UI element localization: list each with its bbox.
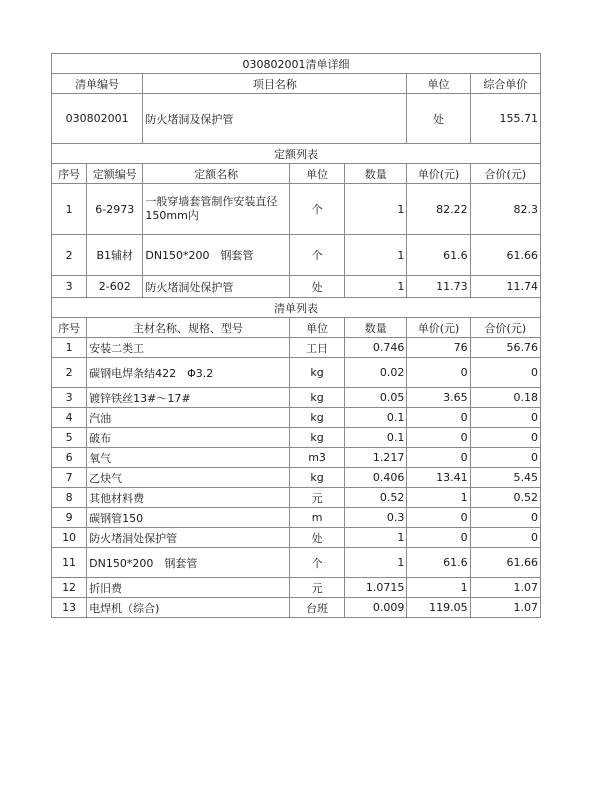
material-qty: 1.0715	[345, 578, 407, 598]
material-total: 0.18	[470, 388, 540, 408]
quota-unit-price: 82.22	[407, 184, 470, 235]
quota-total: 61.66	[470, 235, 540, 276]
material-seq: 2	[52, 358, 87, 388]
material-seq: 4	[52, 408, 87, 428]
material-qty: 0.3	[345, 508, 407, 528]
material-seq: 7	[52, 468, 87, 488]
quota-qty: 1	[345, 276, 407, 298]
material-unit-price: 1	[407, 488, 470, 508]
material-unit-price: 61.6	[407, 548, 470, 578]
quota-unit: 个	[289, 235, 344, 276]
material-unit-price: 13.41	[407, 468, 470, 488]
material-unit-price: 0	[407, 528, 470, 548]
quota-total: 11.74	[470, 276, 540, 298]
material-row	[52, 488, 541, 508]
list-header-row	[52, 74, 541, 94]
material-total: 0	[470, 358, 540, 388]
material-name: 乙炔气	[87, 468, 290, 488]
quota-code: 2-602	[87, 276, 143, 298]
material-section-row	[52, 298, 541, 318]
material-seq: 13	[52, 598, 87, 618]
list-name-header: 项目名称	[143, 74, 407, 94]
material-name: 汽油	[87, 408, 290, 428]
material-total: 1.07	[470, 598, 540, 618]
quota-seq: 1	[52, 184, 87, 235]
material-name: 碳钢电焊条结422 Φ3.2	[87, 358, 290, 388]
material-row	[52, 358, 541, 388]
quota-qty: 1	[345, 235, 407, 276]
material-name: 镀锌铁丝13#～17#	[87, 388, 290, 408]
material-unit: kg	[289, 468, 344, 488]
material-total: 0	[470, 428, 540, 448]
material-unit: kg	[289, 408, 344, 428]
material-unit: 个	[289, 548, 344, 578]
material-unit-price: 0	[407, 448, 470, 468]
material-total: 56.76	[470, 338, 540, 358]
list-item-row	[52, 94, 541, 144]
material-qty: 0.1	[345, 408, 407, 428]
quota-unit-price: 61.6	[407, 235, 470, 276]
material-qty: 0.05	[345, 388, 407, 408]
material-unit-price: 0	[407, 358, 470, 388]
material-unit-price: 0	[407, 408, 470, 428]
quota-unit: 个	[289, 184, 344, 235]
bill-detail-table	[51, 53, 541, 618]
material-name: DN150*200 钢套管	[87, 548, 290, 578]
material-qty: 0.746	[345, 338, 407, 358]
list-unit-header: 单位	[407, 74, 470, 94]
material-unit: 元	[289, 488, 344, 508]
material-name: 碳钢管150	[87, 508, 290, 528]
quota-row	[52, 184, 541, 235]
material-qty: 0.009	[345, 598, 407, 618]
quota-unit-price: 11.73	[407, 276, 470, 298]
list-code-header: 清单编号	[52, 74, 143, 94]
material-unit: 处	[289, 528, 344, 548]
material-seq: 1	[52, 338, 87, 358]
material-qty: 0.406	[345, 468, 407, 488]
material-unit-header: 单位	[289, 318, 344, 338]
quota-name: 一般穿墙套管制作安装直径150mm内	[143, 184, 290, 235]
quota-section-row	[52, 144, 541, 164]
quota-name-header: 定额名称	[143, 164, 290, 184]
quota-seq: 2	[52, 235, 87, 276]
material-seq: 11	[52, 548, 87, 578]
material-section-title: 清单列表	[52, 298, 541, 318]
material-total: 0	[470, 448, 540, 468]
material-unit: m3	[289, 448, 344, 468]
material-seq: 6	[52, 448, 87, 468]
quota-name: 防火堵洞处保护管	[143, 276, 290, 298]
material-unit-price: 76	[407, 338, 470, 358]
material-seq: 10	[52, 528, 87, 548]
material-name: 防火堵洞处保护管	[87, 528, 290, 548]
material-seq: 5	[52, 428, 87, 448]
material-total: 0	[470, 408, 540, 428]
material-header-row	[52, 318, 541, 338]
material-total: 0	[470, 508, 540, 528]
quota-section-title: 定额列表	[52, 144, 541, 164]
quota-qty-header: 数量	[345, 164, 407, 184]
quota-code: B1辅材	[87, 235, 143, 276]
quota-qty: 1	[345, 184, 407, 235]
list-item-price: 155.71	[470, 94, 540, 144]
quota-unit: 处	[289, 276, 344, 298]
material-unit: 元	[289, 578, 344, 598]
title-row	[52, 54, 541, 74]
material-seq: 9	[52, 508, 87, 528]
quota-header-row	[52, 164, 541, 184]
material-row	[52, 408, 541, 428]
material-row	[52, 548, 541, 578]
quota-row	[52, 235, 541, 276]
material-qty: 0.52	[345, 488, 407, 508]
material-name: 其他材料费	[87, 488, 290, 508]
material-name: 电焊机（综合)	[87, 598, 290, 618]
material-seq: 8	[52, 488, 87, 508]
material-unit-price-header: 单价(元)	[407, 318, 470, 338]
list-price-header: 综合单价	[470, 74, 540, 94]
material-total: 0	[470, 528, 540, 548]
material-unit: kg	[289, 358, 344, 388]
material-row	[52, 428, 541, 448]
material-unit-price: 3.65	[407, 388, 470, 408]
material-total: 0.52	[470, 488, 540, 508]
material-qty: 1	[345, 528, 407, 548]
material-row	[52, 598, 541, 618]
material-unit: kg	[289, 428, 344, 448]
material-total: 1.07	[470, 578, 540, 598]
quota-unit-price-header: 单价(元)	[407, 164, 470, 184]
quota-total-header: 合价(元)	[470, 164, 540, 184]
material-unit-price: 0	[407, 508, 470, 528]
material-row	[52, 388, 541, 408]
material-unit: 工日	[289, 338, 344, 358]
material-row	[52, 468, 541, 488]
material-name-header: 主材名称、规格、型号	[87, 318, 290, 338]
material-qty: 1	[345, 548, 407, 578]
material-qty-header: 数量	[345, 318, 407, 338]
quota-row	[52, 276, 541, 298]
material-total-header: 合价(元)	[470, 318, 540, 338]
quota-unit-header: 单位	[289, 164, 344, 184]
list-item-code: 030802001	[52, 94, 143, 144]
quota-name: DN150*200 钢套管	[143, 235, 290, 276]
table-title: 030802001清单详细	[52, 54, 541, 74]
material-unit: m	[289, 508, 344, 528]
material-seq-header: 序号	[52, 318, 87, 338]
material-qty: 0.1	[345, 428, 407, 448]
material-unit-price: 1	[407, 578, 470, 598]
material-qty: 1.217	[345, 448, 407, 468]
material-row	[52, 578, 541, 598]
material-qty: 0.02	[345, 358, 407, 388]
material-total: 61.66	[470, 548, 540, 578]
material-row	[52, 448, 541, 468]
material-row	[52, 528, 541, 548]
material-name: 安装二类工	[87, 338, 290, 358]
quota-code: 6-2973	[87, 184, 143, 235]
material-unit: kg	[289, 388, 344, 408]
material-total: 5.45	[470, 468, 540, 488]
material-row	[52, 338, 541, 358]
material-row	[52, 508, 541, 528]
list-item-unit: 处	[407, 94, 470, 144]
material-name: 破布	[87, 428, 290, 448]
material-name: 折旧费	[87, 578, 290, 598]
quota-seq: 3	[52, 276, 87, 298]
material-name: 氧气	[87, 448, 290, 468]
list-item-name: 防火堵洞及保护管	[143, 94, 407, 144]
quota-seq-header: 序号	[52, 164, 87, 184]
material-unit-price: 119.05	[407, 598, 470, 618]
material-unit-price: 0	[407, 428, 470, 448]
quota-code-header: 定额编号	[87, 164, 143, 184]
material-unit: 台班	[289, 598, 344, 618]
material-seq: 12	[52, 578, 87, 598]
material-seq: 3	[52, 388, 87, 408]
quota-total: 82.3	[470, 184, 540, 235]
